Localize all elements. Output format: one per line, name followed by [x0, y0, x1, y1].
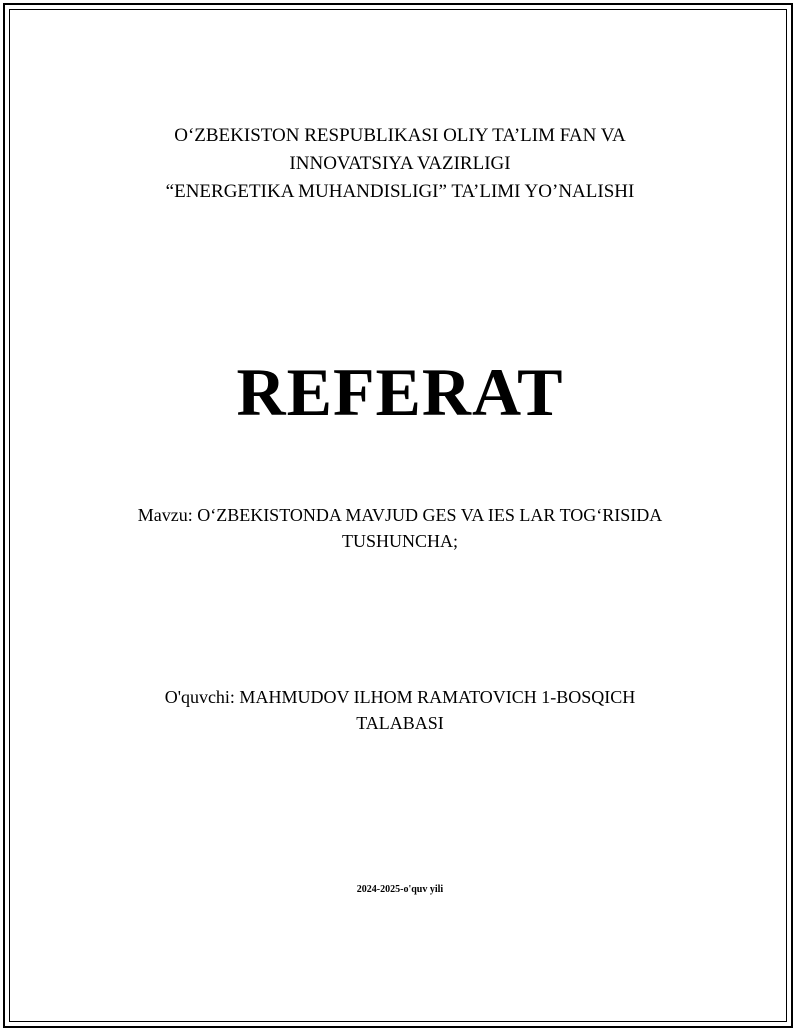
topic-line1: Mavzu: O‘ZBEKISTONDA MAVJUD GES VA IES LAR TOG‘RISIDA	[137, 505, 663, 525]
topic-block	[0, 502, 800, 554]
topic-line2: TUSHUNCHA;	[341, 531, 458, 551]
academic-year: 2024-2025-o'quv yili	[356, 884, 444, 895]
student-line2: TALABASI	[356, 713, 444, 733]
ministry-name-line2: INNOVATSIYA VAZIRLIGI	[289, 153, 511, 174]
student-line1: O'quvchi: MAHMUDOV ILHOM RAMATOVICH 1-BOSQICH	[164, 687, 636, 707]
student-block	[0, 684, 800, 736]
study-direction: “ENERGETIKA MUHANDISLIGI” TA’LIMI YO’NALISHI	[165, 181, 635, 202]
document-title: REFERAT	[236, 354, 564, 430]
ministry-name-line1: O‘ZBEKISTON RESPUBLIKASI OLIY TA’LIM FAN VA	[174, 125, 626, 146]
